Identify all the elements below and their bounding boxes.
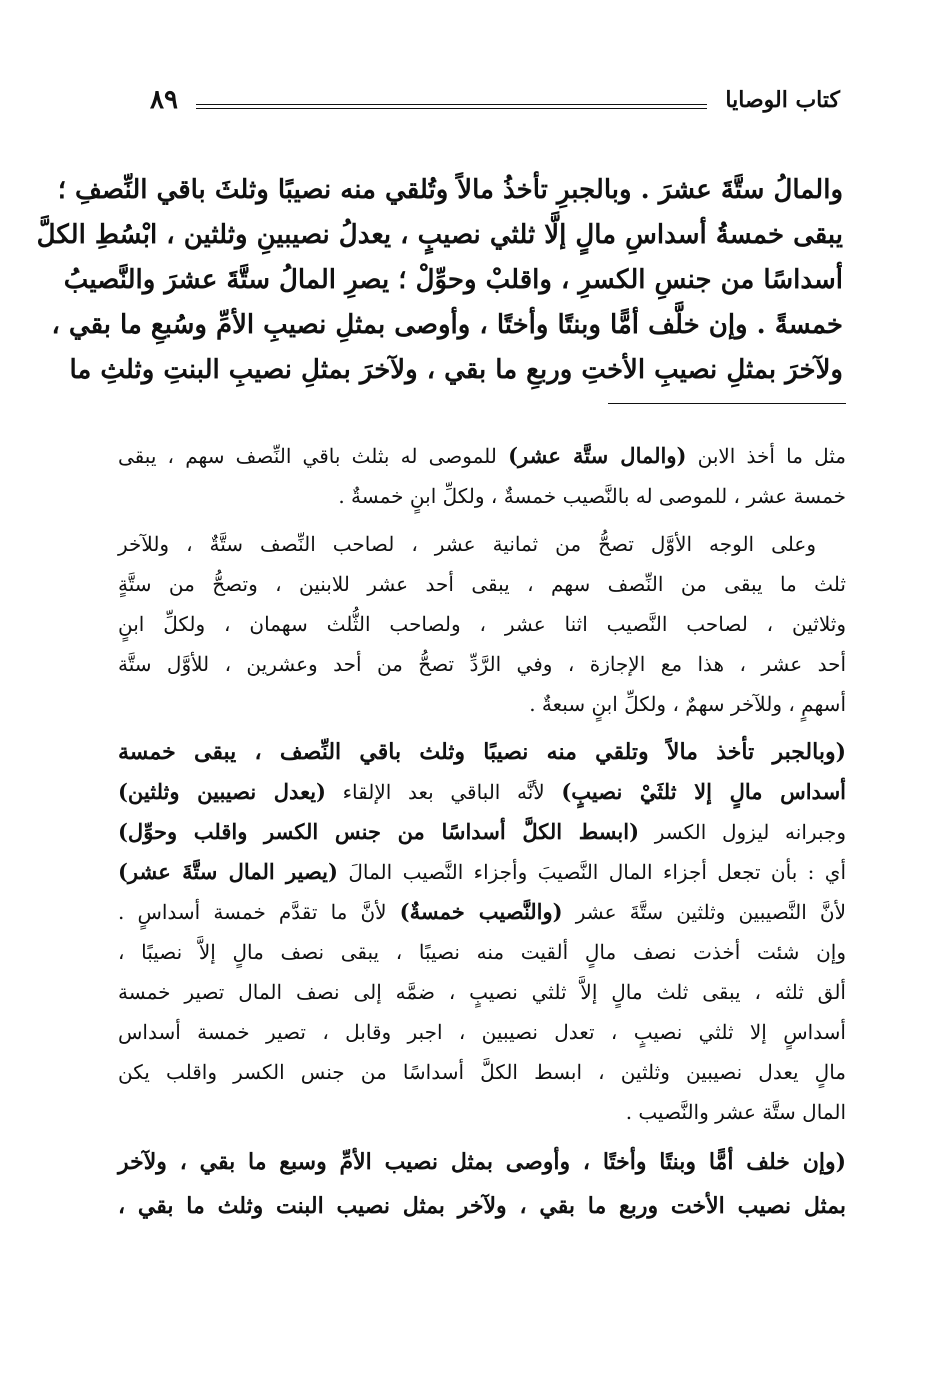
quoted-text: (والمال ستَّة عشر) <box>508 443 687 468</box>
main-text-line: ولآخرَ بمثلِ نصيبِ الأختِ وربعِ ما بقي ، ولآخرَ بمثلِ نصيبِ البنتِ وثلثِ ما <box>69 355 843 385</box>
commentary-line: وإن شئت أخذت نصف مالٍ ألقيت منه نصيبًا ، يبقى نصف مالٍ إلاَّ نصيبًا ، <box>118 940 846 964</box>
commentary-line <box>118 812 846 852</box>
plain-text: لأنَّ ما تقدَّم خمسة أسداسٍ . <box>118 900 400 924</box>
commentary-line: (وإن خلف أمًّا وبنتًا وأختًا ، وأوصى بمثل نصيب الأمِّ وسبع ما بقي ، ولآخر <box>118 1149 846 1175</box>
plain-text: وجبرانه ليزول الكسر <box>639 820 846 844</box>
commentary-line: مالٍ يعدل نصيبين وثلثين ، ابسط الكلَّ أسداسًا من جنس الكسر واقلب يكن <box>118 1060 846 1084</box>
commentary-line: (وبالجبر تأخذ مالاً وتلقي منه نصيبًا وثلث باقي النِّصف ، يبقى خمسة <box>118 739 846 765</box>
main-text <box>36 168 843 393</box>
quoted-text: أسداس مالٍ إلا ثلثَيْ نصيبٍ) <box>561 779 847 804</box>
plain-text: لأنَّه الباقي بعد الإلقاء <box>326 780 562 804</box>
quoted-text: (ابسط الكلَّ أسداسًا من جنس الكسر واقلب وحوِّل) <box>118 819 640 844</box>
commentary-line: بمثل نصيب الأخت وربع ما بقي ، ولآخر بمثل نصيب البنت وثلث ما بقي ، <box>118 1193 846 1219</box>
commentary-paragraph <box>118 732 846 1132</box>
commentary-line: ألق ثلثه ، يبقى ثلث مالٍ إلاَّ ثلثي نصيبٍ ، ضمَّه إلى نصف المال تصير خمسة <box>118 980 846 1004</box>
commentary-line: أحد عشر ، هذا مع الإجازة ، وفي الرَّدِّ تصحُّ من أحد وعشرين ، للأوَّل ستَّة <box>118 652 846 676</box>
commentary-line <box>118 436 846 476</box>
quoted-text: (يعدل نصيبين وثلثين) <box>118 779 326 804</box>
commentary-line <box>118 852 846 892</box>
plain-text: مثل ما أخذ الابن <box>686 444 846 468</box>
commentary-line: ثلث ما يبقى من النِّصف سهم ، يبقى أحد عشر للابنين ، وتصحُّ من ستَّةٍ <box>118 572 846 596</box>
header-rule <box>196 104 707 105</box>
commentary-line: المال ستَّة عشر والنَّصيب . <box>625 1100 846 1124</box>
commentary-paragraph <box>118 436 846 516</box>
commentary-line: وعلى الوجه الأوَّل تصحُّ من ثمانية عشر ، لصاحب النِّصف ستَّةٌ ، وللآخر <box>118 532 816 556</box>
commentary-line: أسهمٍ ، وللآخر سهمٌ ، ولكلِّ ابنٍ سبعةٌ . <box>529 692 846 716</box>
quoted-text: (والنَّصيب خمسةٌ) <box>399 899 563 924</box>
plain-text: للموصى له بثلث باقي النِّصف سهم ، يبقى <box>118 444 509 468</box>
quoted-text: (يصير المال ستَّةَ عشر) <box>118 859 338 884</box>
commentary <box>118 436 846 1236</box>
commentary-line: أسداسٍ إلا ثلثي نصيبٍ ، تعدل نصيبين ، اجبر وقابل ، تصير خمسة أسداس <box>118 1020 846 1044</box>
main-text-line: خمسةً . وإن خلَّف أمًّا وبنتًا وأختًا ، وأوصى بمثلِ نصيبِ الأمِّ وسُبعِ ما بقي ، <box>51 310 843 340</box>
separator-rule <box>608 403 846 404</box>
main-text-line: والمالُ ستَّةَ عشرَ . وبالجبرِ تأخذُ مالاً وتُلقي منه نصيبًا وثلثَ باقي النِّصفِ ؛ <box>57 175 843 205</box>
commentary-line: خمسة عشر ، للموصى له بالنَّصيب خمسةٌ ، ولكلِّ ابنٍ خمسةٌ . <box>338 484 846 508</box>
main-text-line: يبقى خمسةُ أسداسِ مالٍ إلَّا ثلثي نصيبٍ ، يعدلُ نصيبينِ وثلثين ، ابْسُطِ الكلَّ <box>36 220 843 250</box>
commentary-line: وثلاثين ، لصاحب النَّصيب اثنا عشر ، ولصاحب الثُّلث سهمان ، ولكلِّ ابنٍ <box>118 612 846 636</box>
running-title: كتاب الوصايا <box>725 87 840 113</box>
commentary-paragraph <box>118 1140 846 1228</box>
plain-text: أي : بأن تجعل أجزاء المال النَّصيبَ وأجزاء النَّصيب المالَ <box>337 860 847 884</box>
plain-text: لأنَّ النَّصيبين وثلثين ستَّةَ عشر <box>562 900 846 924</box>
page-header <box>150 80 840 120</box>
main-text-line: أسداسًا من جنسِ الكسرِ ، واقلبْ وحوِّلْ ؛ يصرِ المالُ ستَّةَ عشرَ والنَّصيبُ <box>63 265 843 295</box>
commentary-line <box>118 892 846 932</box>
commentary-paragraph <box>118 524 846 724</box>
commentary-line <box>118 772 846 812</box>
page-number: ٨٩ <box>150 85 178 115</box>
